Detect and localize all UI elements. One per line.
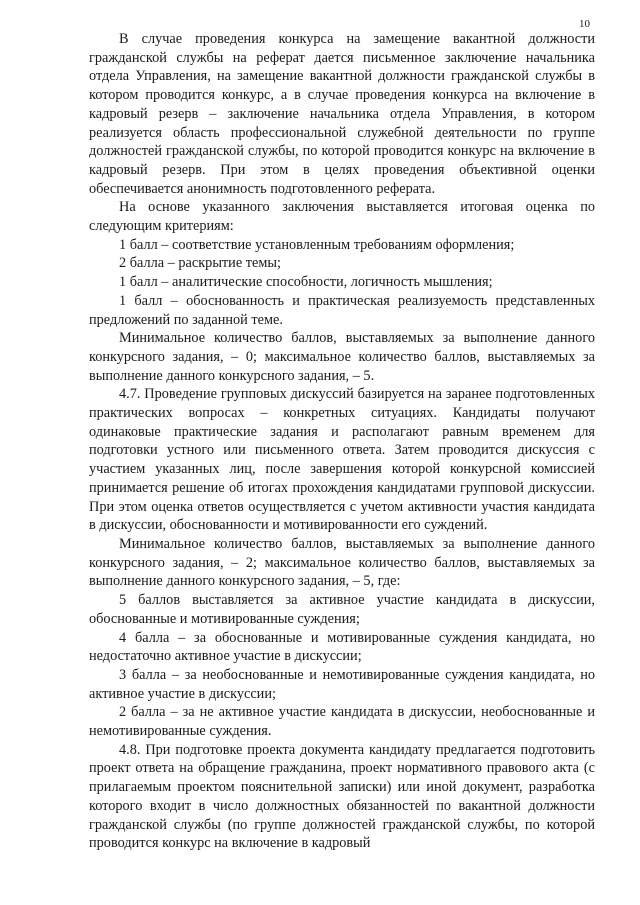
paragraph-discussion-score-range: Минимальное количество баллов, выставляемых за выполнение данного конкурсного задания, – 2; максимальное количество баллов, выставляемых за выполнение данного конкурсного задания, – 5, где: [89,535,595,590]
paragraph-section-4-7: 4.7. Проведение групповых дискуссий базируется на заранее подготовленных практических вопросах – конкретных ситуациях. Кандидаты получают одинаковые практические задания и располагают равным временем для подготовки устного или письменного ответа. Затем проводится дискуссия с участием указанных лиц, после завершения которой конкурсной комиссией принимается решение об итогах прохождения кандидатами групповой дискуссии. При этом оценка ответов осуществляется с учетом активности участия кандидата в дискуссии, обоснованности и мотивированности его суждений. [89,386,595,534]
paragraph-score-3: 3 балла – за необоснованные и немотивированные суждения кандидата, но активное участие в дискуссии; [89,666,595,702]
paragraph-referat-score-range: Минимальное количество баллов, выставляемых за выполнение данного конкурсного задания, – 0; максимальное количество баллов, выставляемых за выполнение данного конкурсного задания, – 5. [89,330,595,384]
paragraph-section-4-8: 4.8. При подготовке проекта документа кандидату предлагается подготовить проект ответа на обращение гражданина, проект нормативного правового акта (с прилагаемым проектом пояснительной записки) или иной документ, разработка которого входит в число должностных обязанностей по вакантной должности гражданской службы (по группе должностей гражданской службы, по которой проводится конкурс на включение в кадровый [89,741,595,852]
document-body [89,30,595,853]
paragraph-score-5: 5 баллов выставляется за активное участие кандидата в дискуссии, обоснованные и мотивированные суждения; [89,592,595,627]
paragraph-criteria-intro: На основе указанного заключения выставляется итоговая оценка по следующим критериям: [89,199,595,235]
paragraph-criterion-topic: 2 балла – раскрытие темы; [119,255,281,272]
paragraph-referat-conclusion: В случае проведения конкурса на замещение вакантной должности гражданской службы на реферат дается письменное заключение начальника отдела Управления, на замещение вакантной должности гражданской службы в котором проводится конкурс, а в случае проведения конкурса на включение в кадровый резерв – заключение начальника отдела Управления, в котором реализуется область профессиональной служебной деятельности по группе должностей гражданской службы, по которой проводится конкурс на включение в кадровый резерв. При этом в целях проведения объективной оценки обеспечивается анонимность подготовленного реферата. [89,31,595,197]
paragraph-score-2: 2 балла – за не активное участие кандидата в дискуссии, необоснованные и немотивированные суждения. [89,704,595,740]
page-number: 10 [579,18,590,30]
paragraph-criterion-analytics: 1 балл – аналитические способности, логичность мышления; [119,274,493,291]
paragraph-score-4: 4 балла – за обоснованные и мотивированные суждения кандидата, но недостаточно активное участие в дискуссии; [89,629,595,665]
paragraph-criterion-proposals: 1 балл – обоснованность и практическая реализуемость представленных предложений по заданной теме. [89,292,595,328]
paragraph-criterion-formatting: 1 балл – соответствие установленным требованиям оформления; [119,236,515,253]
